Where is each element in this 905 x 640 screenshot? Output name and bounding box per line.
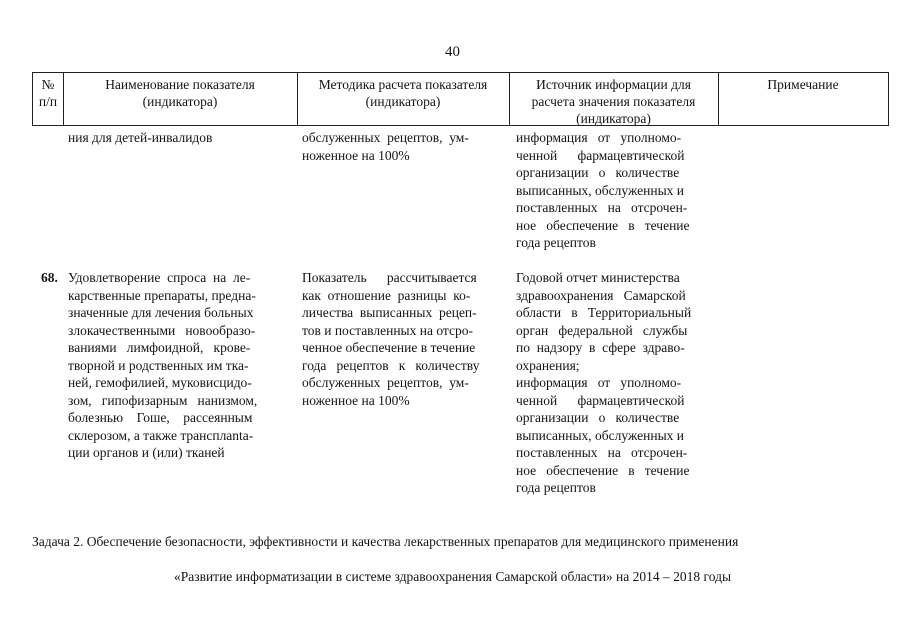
page-number: 40	[445, 44, 460, 60]
continued-row-source: информация от уполномо- ченной фармацевтической организации о количестве выписанных, обслуженных и поставленных на отсрочен- ное обеспечение в течение года рецептов	[516, 130, 690, 250]
program-title: «Развитие информатизации в системе здравоохранения Самарской области» на 2014 – 2018 годы	[173, 569, 732, 584]
table-header	[32, 72, 889, 126]
header-col-note: Примечание	[767, 77, 839, 92]
continued-row-name: ния для детей-инвалидов	[68, 130, 213, 145]
row-68-method: Показатель рассчитывается как отношение разницы ко- личества выписанных рецеп- тов и поставленных на отсро- ченное обеспечение в течение года рецептов к количеству обслуженных рецептов, ум- ноженное на 100%	[302, 270, 480, 408]
row-68-name: Удовлетворение спроса на ле- карственные препараты, предна- значенные для лечения больных злокачественными новообразо- ваниями лимфоидной, крове- творной и родственных им тка- ней, гемофилией, муковисцидо- зом, гипофизарным нанизмом, болезнью Гоше, рассеянным склерозом, а также трансплanta- ции органов и (или) тканей	[68, 270, 258, 460]
row-68-source: Годовой отчет министерства здравоохранения Самарской области в Территориальный орган федеральной службы по надзору в сфере здраво- охранения; информация от уполномо- ченной фармацевтической организации о количестве выписанных, обслуженных и поставленных на отсрочен- ное обеспечение в течение года рецептов	[516, 270, 692, 495]
header-col-method: Методика расчета показателя (индикатора)	[318, 77, 488, 109]
row-68-number: 68.	[41, 270, 58, 285]
continued-row-method: обслуженных рецептов, ум- ноженное на 100%	[302, 130, 469, 163]
header-col-number: № п/п	[38, 77, 58, 109]
task-heading: Задача 2. Обеспечение безопасности, эффективности и качества лекарственных препаратов для медицинского применения	[32, 534, 739, 549]
header-col-source: Источник информации для расчета значения показателя (индикатора)	[531, 77, 696, 126]
header-col-name: Наименование показателя (индикатора)	[105, 77, 255, 109]
